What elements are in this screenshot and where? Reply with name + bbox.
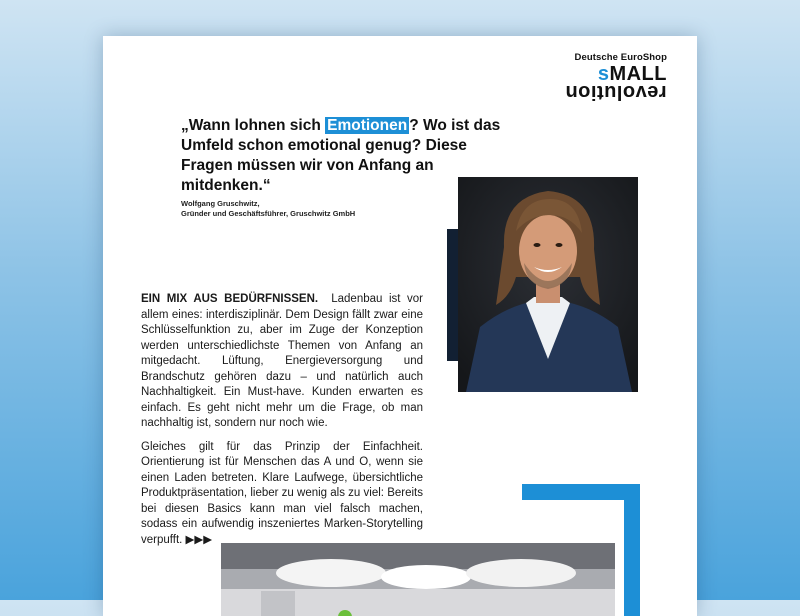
- magazine-page: [103, 36, 697, 616]
- article-body: [141, 292, 423, 556]
- store-interior-photo: [221, 543, 615, 616]
- pull-quote: „Wann lohnen sich Emotionen ? Wo ist das Umfeld schon emotional genug? Diese Fragen müssen wir von Anfang an mitdenken.“: [181, 117, 501, 194]
- brand-logo-flipped: revolution: [565, 81, 667, 103]
- quote-attribution: [181, 199, 355, 219]
- attribution-role: Gründer und Geschäftsführer, Gruschwitz GmbH: [181, 209, 356, 218]
- brand-logo-mark: sMALL: [597, 63, 667, 85]
- portrait-photo: [458, 177, 638, 392]
- paragraph-1: EIN MIX AUS BEDÜRFNISSEN. Ladenbau ist vor allem eines: interdisziplinär. Dem Design fällt zwar eine Schlüsselfunktion zu, aber im Zuge der Konzeption werden unterschiedlichste Themen von Anfang an mitgedacht. Lüftung, Energieversorgung und Brandschutz gehören dazu – und natürlich auch Nachhaltigkeit. Ein Must-have. Kunden erwarten es einfach. Es geht nicht mehr um die Frage, ob man nachhaltig ist, sondern nur noch wie.: [141, 293, 424, 429]
- attribution-name: Wolfgang Gruschwitz,: [181, 199, 260, 208]
- quote-highlight: Emotionen: [327, 117, 408, 134]
- paragraph-2: Gleiches gilt für das Prinzip der Einfachheit. Orientierung ist für Menschen das A und O, wenn sie einen Laden betreten. Klare Laufwege, übersichtliche Produktpräsentation, lieber zu wenig als zu viel: Bereits bei diesen Basics kann man viel falsch machen, sodass ein aufwendig inszeniertes Marken-Storytelling verpufft. ▶▶▶: [141, 440, 423, 546]
- brand-org: Deutsche EuroShop: [574, 52, 667, 63]
- brand-logo: [565, 52, 667, 102]
